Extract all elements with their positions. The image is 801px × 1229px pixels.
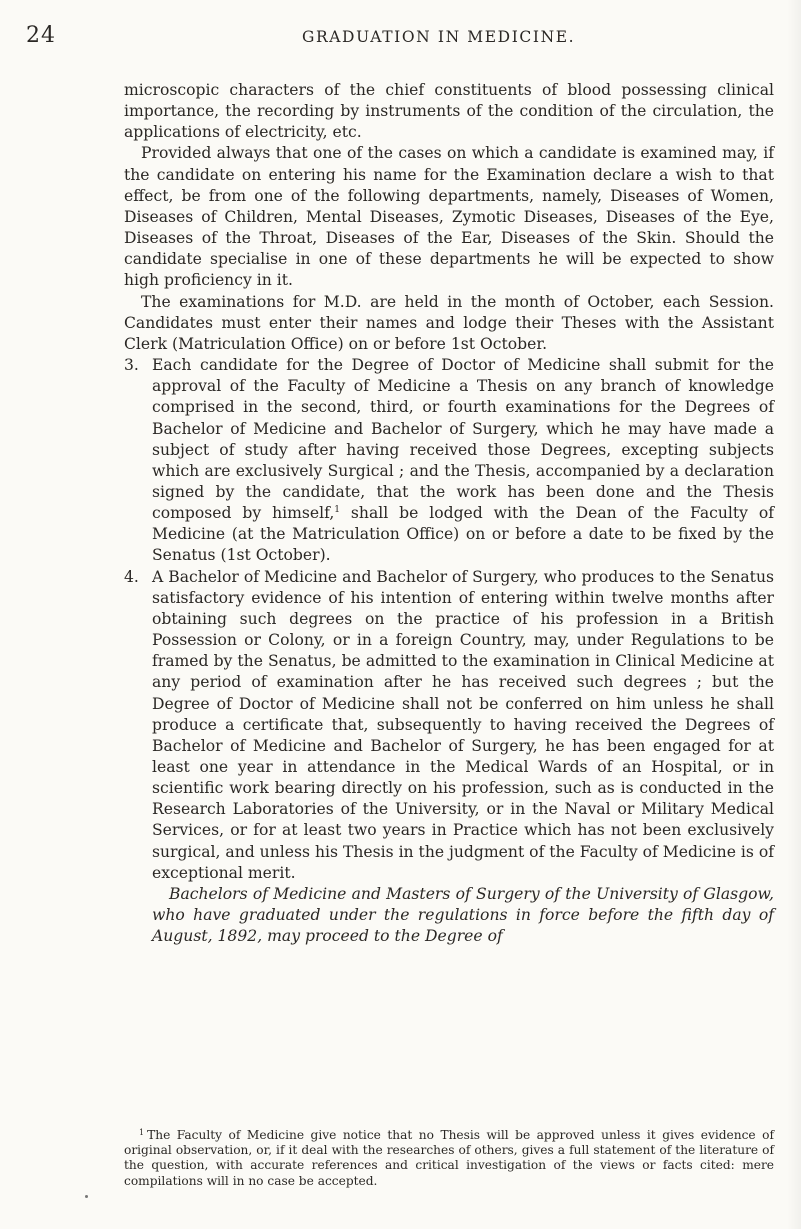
section-3-text-a: Each candidate for the Degree of Doctor of Medicine shall submit for the approval of the Faculty of Medicine a Thesis on any branch of knowledge comprised in the second, third, or fourth examinations for the Degrees of Bachelor of Medicine and Bachelor of Surgery, which he may have made a subject of study after having received those Degrees, excepting subjects which are exclusively Surgical ; and the Thesis, accompanied by a declaration signed by the candidate, that the work has been done and the Thesis composed by himself, xyxy=(152,356,774,523)
footnote xyxy=(124,1128,774,1189)
ink-speck xyxy=(85,1195,88,1198)
section-4-colonial-practice xyxy=(124,567,774,884)
paragraph-clinical-items: microscopic characters of the chief constituents of blood possessing clinical importance, the recording by instruments of the condition of the circulation, the applications of electricity, etc. xyxy=(124,81,774,142)
page-edge-shadow xyxy=(787,0,801,1229)
section-3-text-b: shall be lodged with the Dean of the Faculty of Medicine (at the Matriculation Office) on or before a date to be fixed by the Senatus (1st October). xyxy=(152,504,775,565)
footnote-mark: 1 xyxy=(139,1128,145,1137)
footnote-reference: 1 xyxy=(334,505,341,516)
page-number: 24 xyxy=(26,23,56,48)
running-title: GRADUATION IN MEDICINE. xyxy=(302,28,576,46)
section-3-number: 3. xyxy=(124,356,139,375)
paragraph-examination-dates: The examinations for M.D. are held in the month of October, each Session. Candidates must enter their names and lodge their Theses with the Assistant Clerk (Matriculation Office) on or before 1st October. xyxy=(124,292,774,353)
footnote-text: The Faculty of Medicine give notice that no Thesis will be approved unless it gives evidence of original observation, or, if it deal with the researches of others, gives a full statement of the literature of the question, with accurate references and critical investigation of the views or facts cited: mere compilations will in no case be accepted. xyxy=(124,1128,774,1188)
section-4-italic-note xyxy=(124,884,774,947)
section-4-number: 4. xyxy=(124,567,139,586)
page-body xyxy=(124,80,774,947)
paragraph-provided-always: Provided always that one of the cases on which a candidate is examined may, if the candidate on entering his name for the Examination declare a wish to that effect, be from one of the following departments, namely, Diseases of Women, Diseases of Children, Mental Diseases, Zymotic Diseases, Diseases of the Eye, Diseases of the Throat, Diseases of the Ear, Diseases of the Skin. Should the candidate specialise in one of these departments he will be expected to show high proficiency in it. xyxy=(124,144,774,290)
section-4-italic-text: Bachelors of Medicine and Masters of Surgery of the University of Glasgow, who have graduated under the regulations in force before the fifth day of August, 1892, may proceed to the Degree of xyxy=(152,884,774,946)
section-4-text: A Bachelor of Medicine and Bachelor of Surgery, who produces to the Senatus satisfactory evidence of his intention of entering within twelve months after obtaining such degrees on the practice of his profession in a British Possession or Colony, or in a foreign Country, may, under Regulations to be framed by the Senatus, be admitted to the examination in Clinical Medicine at any period of examination after he has received such degrees ; but the Degree of Doctor of Medicine shall not be conferred on him unless he shall produce a certificate that, subsequently to having received the Degrees of Bachelor of Medicine and Bachelor of Surgery, he has been engaged for at least one year in attendance in the Medical Wards of an Hospital, or in scientific work bearing directly on his profession, such as is conducted in the Research Laboratories of the University, or in the Naval or Military Medical Services, or for at least two years in Practice which has not been exclusively surgical, and unless his Thesis in the judgment of the Faculty of Medicine is of exceptional merit. xyxy=(152,567,774,882)
page-header xyxy=(0,22,801,54)
section-3-thesis xyxy=(124,355,774,567)
